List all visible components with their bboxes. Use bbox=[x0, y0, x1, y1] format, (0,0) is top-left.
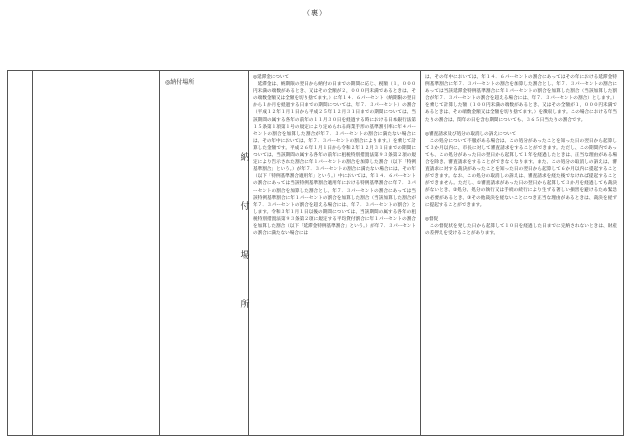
vertical-char: 場 bbox=[240, 251, 250, 261]
vertical-char: 所 bbox=[240, 300, 250, 310]
vertical-label bbox=[239, 153, 251, 349]
right-text-column bbox=[425, 74, 617, 237]
vertical-char: 付 bbox=[240, 202, 250, 212]
column-divider bbox=[420, 71, 421, 435]
column-divider bbox=[32, 71, 33, 435]
info-table bbox=[7, 70, 624, 436]
late-fee-paragraph: 延滞金は、納期限の翌日から納付の日までの期間に応じ、税額（１，０００円未満の端数があるとき、又はその全額が２，０００円未満であるときは、その端数金額又は全額を切り捨てます。）に年１４．６パーセント（納期限の翌日から１か月を経過する日までの期間については、年７．３パーセント）の割合（平成１２年１月１日から平成２５年１２月３１日までの期間については、当該期間の属する各年の前年の１１月３０日を経過する時における日本銀行法第１５条第１項第１号の規定により定められる商業手形の基準割引率に年４パーセントの割合を加算した割合が年７．３パーセントの割合に満たない場合には、その年中においては、年７．３パーセントの割合によります。）を乗じて計算した金額です。平成２６年１月１日から令和２年１２月３１日までの期間については、当該期間の属する各年の前年に租税特別措置法第９３条第２項の規定により告示された割合に年１パーセントの割合を加算した割合（以下「特例基準割合」という。）が年７．３パーセントの割合に満たない場合には、その年（以下「特例基準割合適用年」という。）中においては、年１４．６パーセントの割合にあっては当該特例基準割合適用年における特例基準割合に年７．３パーセントの割合を加算した割合とし、年７．３パーセントの割合にあっては当該特例基準割合に年１パーセントの割合を加算した割合（当該加算した割合が年７．３パーセントの割合を超える場合には、年７．３パーセントの割合）とします。令和３年１月１日以後の期間については、当該期間の属する各年の租税特別措置法第９３条第２項に規定する平均貸付割合に年１パーセントの割合を加算した割合（以下「延滞金特例基準割合」という。）が年７．３パーセントの割合に満たない場合には bbox=[253, 82, 416, 237]
vertical-char: 納 bbox=[240, 153, 250, 163]
appeal-paragraph: この処分について不服がある場合は、この処分があったことを知った日の翌日から起算して３か月以内に、市長に対して審査請求をすることができます。ただし、この期間内であっても、この処分があった日の翌日から起算して１年を経過したときは、正当な理由がある場合を除き、審査請求をすることができなくなります。また、この処分の取消しの訴えは、審査請求に対する裁決があったことを知った日の翌日から起算して６か月以内に提起することができます。なお、この処分の取消しの訴えは、審査請求を経た後でなければ提起することができません。ただし、①審査請求があった日の翌日から起算して３か月を経過しても裁決がないとき、②処分、処分の執行又は手続の続行により生ずる著しい損害を避けるため緊急の必要があるとき、③その他裁決を経ないことにつき正当な理由があるときは、裁決を経ずに提起することができます。 bbox=[425, 138, 617, 208]
page-header-label: （裏） bbox=[303, 9, 327, 17]
demand-paragraph: この督促状を発した日から起算して１０日を経過した日までに完納されないときは、財産の差押えを受けることがあります。 bbox=[425, 223, 617, 236]
section-heading: ◎審査請求及び処分の取消しの訴えについて bbox=[425, 131, 517, 137]
column-divider bbox=[159, 71, 160, 435]
late-fee-paragraph-continued: は、その年中においては、年１４．６パーセントの割合にあってはその年における延滞金特例基準割合に年７．３パーセントの割合を加算した割合とし、年７．３パーセントの割合にあっては当該延滞金特例基準割合に年１パーセントの割合を加算した割合（当該加算した割合が年７．３パーセントの割合を超える場合には、年７．３パーセントの割合）とします。）を乗じて計算した額（１００円未満の端数があるとき、又はその全額が１，０００円未満であるときは、その端数金額又は全額を切り捨てます。）を徴収します。この場合における年当たりの割合は、閏年の日を含む期間についても、３６５日当たりの割合です。 bbox=[425, 75, 617, 123]
section-heading: ◎延滞金について bbox=[253, 75, 290, 80]
row-label: ◎納付場所 bbox=[165, 79, 195, 86]
section-heading: ◎督促 bbox=[425, 216, 439, 222]
left-text-column bbox=[253, 74, 416, 237]
